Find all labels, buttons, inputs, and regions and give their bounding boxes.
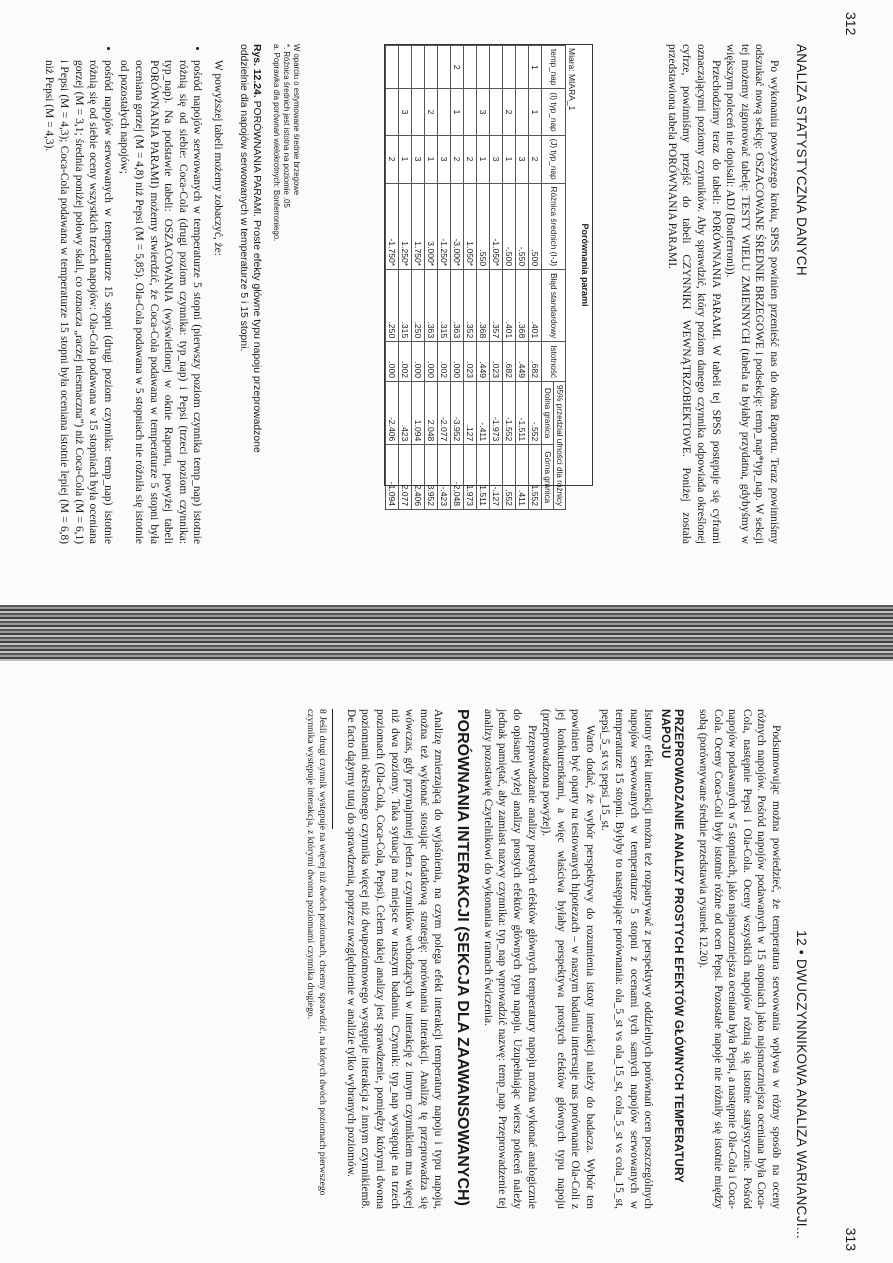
table-cell — [490, 89, 503, 135]
caption-label: Rys. 12.24. — [251, 44, 262, 98]
table-cell — [464, 89, 477, 135]
table-cell: 3 — [399, 89, 412, 135]
table-cell: -1.250* — [438, 183, 451, 270]
table-cell: .552 — [503, 445, 516, 510]
table-cell: 1 — [503, 135, 516, 183]
table-cell: -2.048 — [451, 445, 464, 510]
paragraph: W powyższej tabeli możemy zobaczyć, że: — [212, 60, 224, 256]
table-cell: .449 — [477, 342, 490, 382]
paragraph: Po wykonaniu powyższego kroku, SPSS powinien przenieść nas do okna Raportu. Teraz powinniśmy odszukać nową sekcję: OSZACOWANE ŚREDNIE BRZEGOWE i podsekcję: temp_nap*typ_nap. W sekcji tej możemy zignorować tabelę: TESTY WIELU ZMIENNYCH (tabela ta byłaby przydatna, gdybyśmy w większym poleceń nie dopisali: ADJ (Bonferroni)). — [724, 44, 780, 544]
col-header: Dolna granica — [542, 382, 554, 445]
table-cell: 2.406 — [412, 445, 425, 510]
table-cell: .500 — [529, 183, 542, 270]
table-cell — [464, 46, 477, 89]
table-row — [490, 46, 503, 510]
table-cell: .000 — [386, 342, 399, 382]
table-cell: .411 — [516, 445, 529, 510]
table-cell: 1.094 — [412, 382, 425, 445]
table-cell: -1.094 — [386, 445, 399, 510]
section-heading: PRZEPROWADZANIE ANALIZY PROSTYCH EFEKTÓW GŁÓWNYCH TEMPERATURY NAPOJU — [659, 709, 686, 1183]
list-item: • pośród napojów serwowanych w temperaturze 15 stopni (drugi poziom czynnika: temp_nap) istotnie różnią się od siebie oceny wszystkich trzech napojów: Ola-Cola podawana w 15 stopniach była oceniana gorzej (M = 3,1; średnia poniżej połowy skali, co oznacza „raczej niesmaczna”) niż Coca-Cola (M = 6,1) i Pepsi (M = 4,3); Coca-Cola podawana w temperaturze 15 stopni była oceniana istotnie lepiej (M = 6,8) niż Pepsi (M = 4,3). — [42, 60, 115, 544]
table-row — [503, 46, 516, 510]
left-body-text — [664, 44, 781, 544]
table-grid — [385, 45, 566, 510]
table-cell: -1.552 — [503, 382, 516, 445]
table-row — [451, 46, 464, 510]
table-cell: 1.250* — [399, 183, 412, 270]
table-cell: 1.973 — [464, 445, 477, 510]
table-cell: 3 — [412, 135, 425, 183]
table-cell: .550 — [477, 183, 490, 270]
table-cell: 2 — [386, 135, 399, 183]
table-cell: 2 — [451, 46, 464, 89]
page-number-right: 313 — [843, 1227, 859, 1251]
table-cell: -3.000* — [451, 183, 464, 270]
table-cell: .000 — [425, 342, 438, 382]
table-cell: 1 — [451, 89, 464, 135]
table-cell — [516, 46, 529, 89]
table-cell — [399, 46, 412, 89]
footnote: 8 Jeśli drugi czynnik występuje na więcej niż dwóch poziomach, chcemy sprawdzić, na których dwóch poziomach pierwszego czynnika występuje interakcja, z którymi dwoma poziomami czynnika drugiego. — [305, 709, 329, 1196]
table-cell: 1.511 — [477, 445, 490, 510]
table-cell: .401 — [529, 270, 542, 342]
footnote-rule — [332, 709, 333, 829]
table-cell: -1.511 — [516, 382, 529, 445]
caption-text: PORÓWNANIA PARAMI. Proste efekty główne typu napoju przeprowadzone oddzielnie dla napojów serwowanych w temperaturze 5 i 15 stopni. — [238, 44, 262, 453]
paragraph: Przeprowadzanie analizy prostych efektów głównych temperatury napoju można wykonać analogicznie do opisanej wyżej analizy prostych efektów głównych typu napoju. Uzupełniając wiersz poleceń należy jednak pamiętać, aby zamiast nazwy czynnika: typ_nap wprowadzić nazwę: temp_nap. Przeprowadzenie tej analizy pozostawię Czytelnikowi do wykonania w ramach ćwiczenia. — [481, 709, 538, 1209]
paragraph: Podsumowując można powiedzieć, że temperatura serwowania wpływa w różny sposób na oceny różnych napojów. Pośród napojów podawanych w 15 stopniach jako najsmaczniejsza oceniana była Coca-Cola, następnie Pepsi i Ola-Cola. Oceny wszystkich napojów różnią się istotnie statystycznie. Pośród napojów podawanych w 5 stopniach, jako najsmaczniejsza oceniana była Pepsi, a następnie Ola-Cola i Coca-Cola. Oceny Coca-Coli były istotnie różne od ocen Pepsi. Pozostałe napoje nie różniły się istotnie między sobą (porównywane średnie przedstawia rysunek 12.20). — [697, 709, 782, 1209]
table-cell: -1.973 — [490, 382, 503, 445]
col-header: Różnica średnich (I-J) — [542, 183, 566, 270]
table-title: Porównania parami — [580, 223, 590, 307]
table-cell: .023 — [490, 342, 503, 382]
table-cell: 1 — [529, 46, 542, 89]
right-body-text — [304, 709, 783, 1209]
table-cell: -1.050* — [490, 183, 503, 270]
table-cell: .000 — [451, 342, 464, 382]
table-cell: 2 — [425, 89, 438, 135]
table-cell: -.127 — [490, 445, 503, 510]
table-row — [386, 46, 399, 510]
table-cell: -3.952 — [451, 382, 464, 445]
table-row — [529, 46, 542, 510]
table-cell — [438, 89, 451, 135]
table-body — [386, 46, 542, 510]
table-row — [399, 46, 412, 510]
table-note: *. Różnica średnich jest istotna na poziomie .05 — [282, 44, 291, 208]
table-note: a. Poprawka dla porównań wielokrotnych: Bonferroniego. — [272, 44, 281, 242]
table-row — [464, 46, 477, 510]
paragraph: Warto dodać, że wybór perspektywy do rozumienia istoty interakcji należy do badacza. Wybór ten powinien być oparty na testowanych hipotezach – w naszym badaniu interesuje nas porównanie Ola-Coli z jej konkurentkami, a więc właściwa byłaby perspektywa prostych efektów głównych typu napoju (przeprowadzona powyżej). — [540, 709, 597, 1209]
table-cell: .682 — [529, 342, 542, 382]
table-cell: .352 — [464, 270, 477, 342]
table-cell: 2.077 — [399, 445, 412, 510]
running-head-right: 12 • DWUCZYNNIKOWA ANALIZA WARIANCJI... — [794, 930, 809, 1239]
table-row — [438, 46, 451, 510]
table-cell: 3 — [477, 89, 490, 135]
table-cell: 1.552 — [529, 445, 542, 510]
table-cell: 2 — [529, 135, 542, 183]
table-cell — [412, 89, 425, 135]
table-cell: 1 — [529, 89, 542, 135]
col-header: (I) typ_nap — [542, 89, 566, 135]
table-row — [412, 46, 425, 510]
table-cell: 2 — [451, 135, 464, 183]
table-cell — [438, 46, 451, 89]
table-cell: .401 — [503, 270, 516, 342]
paragraph: Analizę zmierzającą do wyjaśnienia, na czym polega efekt interakcji temperatury napoju i typu napoju, można też wykonać stosując dodatkową strategię: porównania interakcji. Analizę tę przeprowadza się wówczas, gdy przynajmniej jeden z czynników wchodzących w interakcję z innym czynnikiem ma więcej niż dwa poziomy. Taka sytuacja ma miejsce w naszym badaniu. Czynnik: typ_nap występuje na trzech poziomach (Ola-Cola, Coca-Cola, Pepsi). Celem takiej analizy jest sprawdzenie, pomiędzy którymi dwoma poziomami określonego czynnika więcej niż dwupoziomowego występuje interakcja z innym czynnikiem8. De facto dążymy tutaj do sprawdzenia, poprzez uwzględnienie w analizie tylko wybranych poziomów. — [344, 709, 445, 1209]
running-head-left: ANALIZA STATYSTYCZNA DANYCH — [794, 44, 809, 276]
table-cell: -.423 — [438, 445, 451, 510]
table-row — [425, 46, 438, 510]
table-cell: -2.077 — [438, 382, 451, 445]
table-cell: .368 — [477, 270, 490, 342]
table-cell — [490, 46, 503, 89]
table-cell — [386, 46, 399, 89]
bullet-list — [42, 44, 205, 544]
table-cell: .250 — [386, 270, 399, 342]
table-cell: .363 — [425, 270, 438, 342]
left-page — [0, 0, 893, 600]
table-cell: .000 — [412, 342, 425, 382]
book-gutter-shadow — [0, 605, 893, 661]
table-cell — [386, 89, 399, 135]
ci-header: 95% przedział ufności dla różnicy — [554, 382, 566, 510]
table-cell: .682 — [503, 342, 516, 382]
table-cell: 1 — [399, 135, 412, 183]
col-header: Błąd standardowy — [542, 270, 566, 342]
pairwise-comparisons-table — [384, 44, 593, 507]
table-cell: -2.406 — [386, 382, 399, 445]
table-cell — [412, 46, 425, 89]
paragraph: Istotny efekt interakcji można też rozpatrywać z perspektywy oddzielnych porównań ocen poszczególnych napojów serwowanych w temperaturze 5 stopni z ocenami tych samych napojów serwowanych w temperaturze 15 stopni. Byłyby to następujące porównania: ola_5_st vs ola_15_st, cola_5_st vs cola_15_st, pepsi_5_st vs pepsi_15_st. — [598, 709, 655, 1209]
col-header: Istotność — [542, 342, 566, 382]
table-header-row — [554, 46, 566, 510]
table-cell — [516, 89, 529, 135]
table-cell: .002 — [438, 342, 451, 382]
table-cell: .315 — [438, 270, 451, 342]
col-header: Górna granica — [542, 445, 554, 510]
table-cell: .127 — [464, 382, 477, 445]
list-item: • pośród napojów serwowanych w temperaturze 5 stopni (pierwszy poziom czynnika temp_nap) istotnie różnią się od siebie: Coca-Cola (drugi poziom czynnika: typ_nap) i Pepsi (trzeci poziom czynnika: typ_nap). Na podstawie tabeli: OSZACOWANIA (wyświetlonej w oknie Raportu, powyżej tabeli PORÓWNANIA PARAMI) możemy stwierdzić, że Coca-Cola podawana w temperaturze 5 stopni była oceniana gorzej (M = 4,8) niż Pepsi (M = 5,85). Ola-Cola podawana w 5 stopniach nie różniła się istotnie od pozostałych napojów; — [117, 60, 205, 544]
table-cell: 3 — [490, 135, 503, 183]
table-cell: 2.048 — [425, 382, 438, 445]
left-body-text-lower — [40, 44, 225, 544]
table-cell: .250 — [412, 270, 425, 342]
table-cell — [477, 46, 490, 89]
table-cell: .023 — [464, 342, 477, 382]
table-cell: -.411 — [477, 382, 490, 445]
table-cell: .363 — [451, 270, 464, 342]
page-number-left: 312 — [843, 12, 859, 36]
table-cell: .002 — [399, 342, 412, 382]
table-cell: .315 — [399, 270, 412, 342]
table-cell: -.552 — [529, 382, 542, 445]
table-cell — [503, 46, 516, 89]
table-cell: 1 — [425, 135, 438, 183]
table-cell: 3 — [516, 135, 529, 183]
table-cell: .423 — [399, 382, 412, 445]
table-cell: 1 — [477, 135, 490, 183]
table-cell: .368 — [516, 270, 529, 342]
figure-caption — [237, 44, 263, 494]
table-cell: .357 — [490, 270, 503, 342]
col-header: (J) typ_nap — [542, 135, 566, 183]
table-cell: 2 — [464, 135, 477, 183]
table-cell: 1.050* — [464, 183, 477, 270]
paragraph: Przechodzimy teraz do tabeli: PORÓWNANIA PARAMI. W tabeli tej SPSS postępuje się cyframi oznaczającymi poziomy czynników. Aby sprawdzić, który poziom danego czynnika odpowiada określonej cyfrze, powinniśmy przejść do tabeli CZYNNIKI WEWNĄTRZOBIEKTOWE. Poniżej została przedstawiona tabela PORÓWNANIA PARAMI. — [665, 44, 722, 544]
table-cell — [425, 46, 438, 89]
table-cell: -.500 — [503, 183, 516, 270]
section-heading-large: PORÓWNANIA INTERAKCJI (SEKCJA DLA ZAAWANSOWANYCH) — [454, 709, 472, 1206]
table-measure: Miara: MIARA_1 — [567, 48, 577, 111]
table-cell: 3.952 — [425, 445, 438, 510]
table-cell: -1.750* — [386, 183, 399, 270]
table-notes — [271, 44, 301, 484]
right-page — [0, 663, 893, 1263]
col-header: temp_nap — [542, 46, 566, 89]
table-cell: 3 — [438, 135, 451, 183]
table-cell: -.550 — [516, 183, 529, 270]
table-cell: 2 — [503, 89, 516, 135]
table-note: W oparciu o estymowane średnie brzegowe — [292, 44, 301, 196]
table-cell: 3.000* — [425, 183, 438, 270]
table-row — [477, 46, 490, 510]
table-cell: 1.750* — [412, 183, 425, 270]
table-row — [516, 46, 529, 510]
table-cell: .449 — [516, 342, 529, 382]
